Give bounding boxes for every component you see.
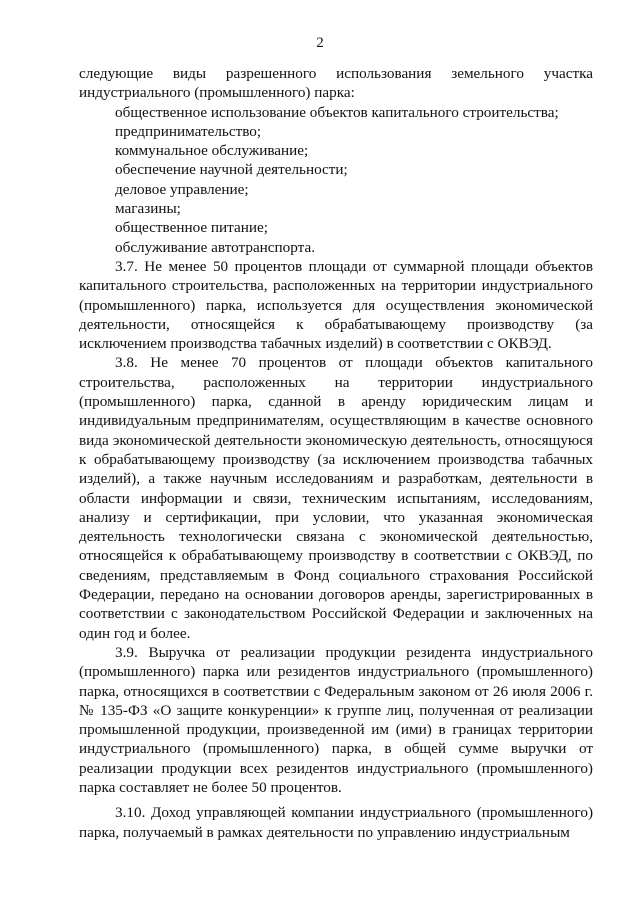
list-item: коммунальное обслуживание;	[115, 142, 309, 160]
list-item: деловое управление;	[115, 180, 249, 198]
clause-3-7: 3.7. Не менее 50 процентов площади от суммарной площади объектов капитального строительства, расположенных на территории индустриального (промышленного) парка, используется для осуществления экономической деятельности, относящейся к обрабатывающему производству (за исключением производства табачных изделий) в соответствии с ОКВЭД.	[79, 257, 593, 353]
document-body	[79, 64, 593, 842]
clause-3-8: 3.8. Не менее 70 процентов от площади объектов капитального строительства, расположенных на территории индустриального (промышленного) парка, сданной в аренду юридическим лицам и индивидуальным предпринимателям, осуществляющим в качестве основного вида экономической деятельности экономическую деятельность, относящуюся к обрабатывающему производству (за исключением производства табачных изделий), а также научным исследованиям и разработкам, деятельности в области информации и связи, техническим испытаниям, исследованиям, анализу и сертификации, при условии, что указанная экономическая деятельность технологически связана с экономической деятельностью, относящейся к обрабатывающему производству в соответствии с ОКВЭД, по сведениям, представляемым в Фонд социального страхования Российской Федерации, передано на основании договоров аренды, зарегистрированных в соответствии с законодательством Российской Федерации и заключенных на один год и более.	[79, 354, 593, 642]
list-item: общественное питание;	[115, 219, 268, 237]
list-item: обслуживание автотранспорта.	[115, 238, 316, 256]
list-item: магазины;	[115, 200, 181, 218]
list-item: общественное использование объектов капитального строительства;	[115, 103, 559, 121]
intro-paragraph: следующие виды разрешенного использования земельного участка индустриального (промышленного) парка:	[79, 65, 593, 102]
list-item: предпринимательство;	[115, 122, 262, 140]
clause-3-10: 3.10. Доход управляющей компании индустриального (промышленного) парка, получаемый в рамках деятельности по управлению индустриальным	[79, 804, 593, 841]
page-number: 2	[316, 35, 324, 51]
list-item: обеспечение научной деятельности;	[115, 161, 348, 179]
clause-3-9: 3.9. Выручка от реализации продукции резидента индустриального (промышленного) парка или резидентов индустриального (промышленного) парка, относящихся в соответствии с Федеральным законом от 26 июля 2006 г. № 135-ФЗ «О защите конкуренции» к группе лиц, полученная от реализации промышленной продукции, произведенной им (ими) в границах территории индустриального (промышленного) парка, в общей сумме выручки от реализации продукции всех резидентов индустриального (промышленного) парка составляет не более 50 процентов.	[79, 643, 593, 796]
